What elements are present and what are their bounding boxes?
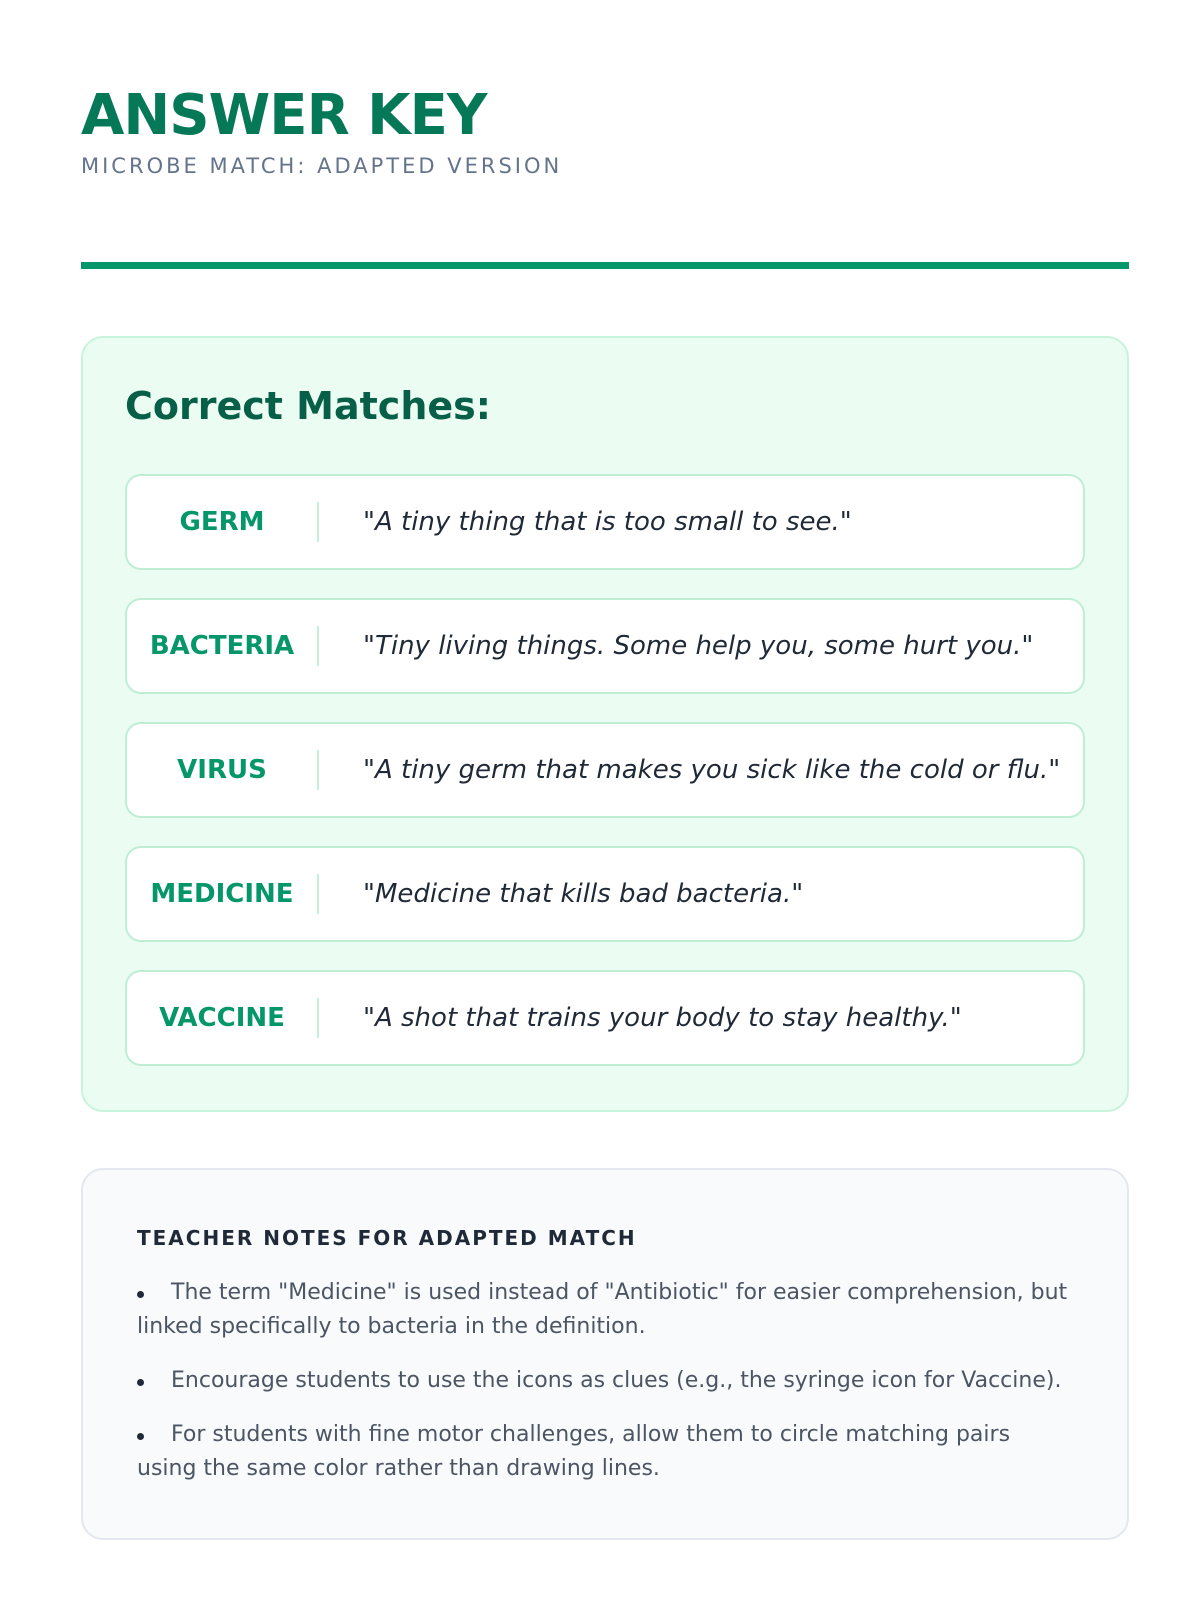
note-text: Encourage students to use the icons as clues (e.g., the syringe icon for Vaccine).: [171, 1368, 1062, 1393]
match-row-virus: [125, 722, 1085, 818]
match-definition: "Medicine that kills bad bacteria.": [363, 879, 804, 909]
page-title: ANSWER KEY: [81, 83, 487, 148]
match-definition: "A tiny germ that makes you sick like the cold or flu.": [363, 755, 1061, 785]
match-row-germ: [125, 474, 1085, 570]
note-text: For students with fine motor challenges, allow them to circle matching pairs using the same color rather than drawing lines.: [137, 1422, 1011, 1481]
note-item: [137, 1276, 1075, 1344]
match-row-bacteria: [125, 598, 1085, 694]
matches-heading: Correct Matches:: [125, 384, 491, 428]
match-term: VACCINE: [159, 1003, 285, 1033]
header: [81, 0, 1098, 178]
note-item: [137, 1418, 1075, 1486]
match-term: BACTERIA: [149, 631, 295, 661]
bullet-icon: [137, 1433, 144, 1440]
page-subtitle: MICROBE MATCH: ADAPTED VERSION: [81, 154, 563, 178]
header-divider: [81, 262, 1129, 269]
match-list: [125, 474, 1085, 1066]
teacher-notes-panel: [81, 1168, 1129, 1540]
match-definition: "A tiny thing that is too small to see.": [363, 507, 852, 537]
notes-list: [137, 1276, 1075, 1486]
match-row-medicine: [125, 846, 1085, 942]
match-row-vaccine: [125, 970, 1085, 1066]
note-item: [137, 1364, 1075, 1398]
match-definition: "Tiny living things. Some help you, some hurt you.": [363, 631, 1034, 661]
notes-heading: TEACHER NOTES FOR ADAPTED MATCH: [137, 1226, 637, 1250]
match-term: VIRUS: [177, 755, 267, 785]
correct-matches-panel: [81, 336, 1129, 1112]
match-term: GERM: [179, 507, 265, 537]
bullet-icon: [137, 1291, 144, 1298]
match-definition: "A shot that trains your body to stay healthy.": [363, 1003, 962, 1033]
note-text: The term "Medicine" is used instead of "Antibiotic" for easier comprehension, but linked specifically to bacteria in the definition.: [137, 1280, 1068, 1339]
match-term: MEDICINE: [150, 879, 294, 909]
bullet-icon: [137, 1379, 144, 1386]
